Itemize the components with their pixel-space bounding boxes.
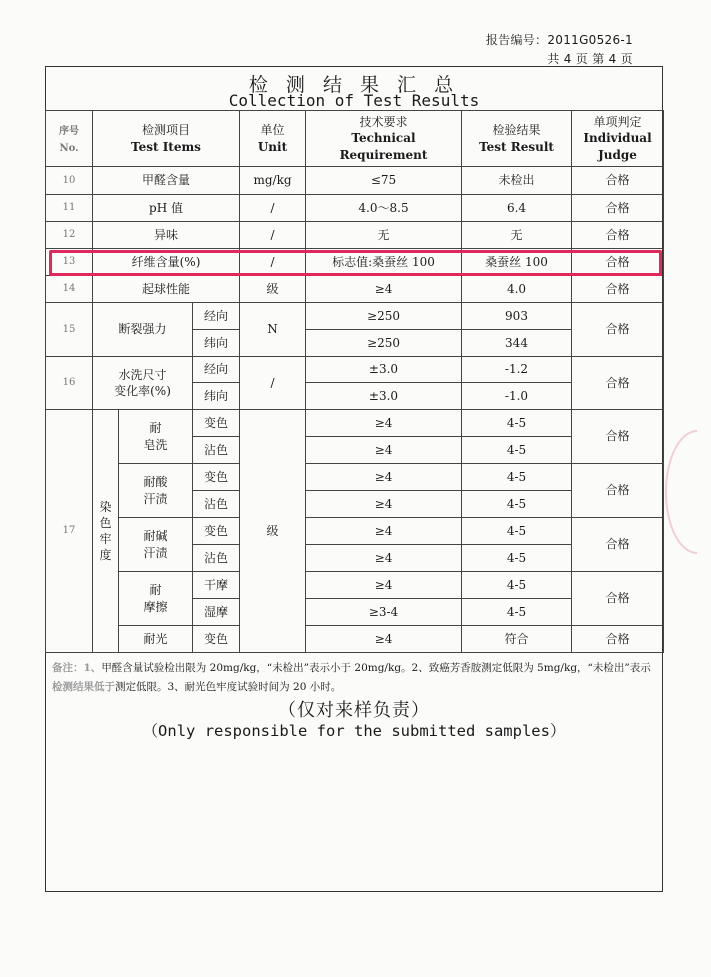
result: 4-5 <box>462 572 572 599</box>
judge: 合格 <box>572 249 664 276</box>
table-row <box>46 464 664 491</box>
table-row <box>46 195 664 222</box>
table-row <box>46 222 664 249</box>
table-row <box>46 572 664 599</box>
sub-item: 沾色 <box>193 545 240 572</box>
test-group-label: 染 色 牢 度 <box>93 410 119 653</box>
judge: 合格 <box>572 572 664 626</box>
result: 4-5 <box>462 518 572 545</box>
requirement: 标志值:桑蚕丝 100 <box>306 249 462 276</box>
requirement: ≥250 <box>306 330 462 357</box>
result: 4-5 <box>462 545 572 572</box>
table-row <box>46 518 664 545</box>
test-item: 耐酸 汗渍 <box>119 464 193 518</box>
judge: 合格 <box>572 626 664 653</box>
row-number: 10 <box>46 167 93 195</box>
result: 未检出 <box>462 167 572 195</box>
test-item: 耐光 <box>119 626 193 653</box>
sub-item: 经向 <box>193 357 240 383</box>
result: 4-5 <box>462 491 572 518</box>
unit: / <box>240 222 306 249</box>
sub-item: 沾色 <box>193 437 240 464</box>
row-number: 17 <box>46 410 93 653</box>
result: 6.4 <box>462 195 572 222</box>
disclaimer-cn: （仅对来样负责） <box>278 700 430 721</box>
judge: 合格 <box>572 518 664 572</box>
test-item: 耐 皂洗 <box>119 410 193 464</box>
report-number: 报告编号：2011G0526-1 <box>485 33 633 47</box>
unit: / <box>240 249 306 276</box>
results-table <box>45 110 664 653</box>
judge: 合格 <box>572 276 664 303</box>
judge: 合格 <box>572 303 664 357</box>
page-info: 共 4 页 第 4 页 <box>547 52 633 66</box>
table-row <box>46 626 664 653</box>
sub-item: 变色 <box>193 518 240 545</box>
sub-item: 经向 <box>193 303 240 330</box>
sub-item: 纬向 <box>193 383 240 410</box>
test-item: 水洗尺寸 变化率(%) <box>93 357 193 410</box>
requirement: ≥4 <box>306 410 462 437</box>
result: -1.2 <box>462 357 572 383</box>
requirement: ≥250 <box>306 303 462 330</box>
col-requirement: 技术要求 Technical Requirement <box>306 111 462 167</box>
disclaimer-en: （Only responsible for the submitted samples） <box>142 722 566 740</box>
unit: / <box>240 357 306 410</box>
result: 4-5 <box>462 437 572 464</box>
row-number: 12 <box>46 222 93 249</box>
result: 符合 <box>462 626 572 653</box>
test-item: 耐碱 汗渍 <box>119 518 193 572</box>
requirement: ±3.0 <box>306 383 462 410</box>
col-unit: 单位 Unit <box>240 111 306 167</box>
result: 桑蚕丝 100 <box>462 249 572 276</box>
requirement: ≥4 <box>306 491 462 518</box>
test-item: 起球性能 <box>93 276 240 303</box>
judge: 合格 <box>572 464 664 518</box>
row-number: 16 <box>46 357 93 410</box>
row-number: 11 <box>46 195 93 222</box>
test-item: pH 值 <box>93 195 240 222</box>
table-row <box>46 410 664 437</box>
unit: / <box>240 195 306 222</box>
result: 无 <box>462 222 572 249</box>
col-item: 检测项目 Test Items <box>93 111 240 167</box>
judge: 合格 <box>572 410 664 464</box>
judge: 合格 <box>572 195 664 222</box>
note-line-1: 备注：1、甲醛含量试验检出限为 20mg/kg，“未检出”表示小于 20mg/kg。2、致癌芳香胺测定低限为 5mg/kg，“未检出”表示 <box>52 662 651 674</box>
sub-item: 沾色 <box>193 491 240 518</box>
requirement: ±3.0 <box>306 357 462 383</box>
header-row <box>46 111 664 167</box>
unit: mg/kg <box>240 167 306 195</box>
requirement: ≥4 <box>306 518 462 545</box>
requirement: ≥4 <box>306 464 462 491</box>
judge: 合格 <box>572 357 664 410</box>
stamp-edge <box>665 430 711 554</box>
result: -1.0 <box>462 383 572 410</box>
note-line-2: 检测结果低于测定低限。3、耐光色牢度试验时间为 20 小时。 <box>52 681 342 693</box>
test-item: 异味 <box>93 222 240 249</box>
result: 4-5 <box>462 599 572 626</box>
notes <box>52 659 658 697</box>
row-number: 13 <box>46 249 93 276</box>
requirement: ≤75 <box>306 167 462 195</box>
judge: 合格 <box>572 222 664 249</box>
sub-item: 变色 <box>193 410 240 437</box>
judge: 合格 <box>572 167 664 195</box>
requirement: ≥4 <box>306 276 462 303</box>
row-number: 14 <box>46 276 93 303</box>
requirement: 4.0～8.5 <box>306 195 462 222</box>
result: 903 <box>462 303 572 330</box>
test-item: 纤维含量(%) <box>93 249 240 276</box>
sub-item: 变色 <box>193 626 240 653</box>
requirement: 无 <box>306 222 462 249</box>
test-item: 甲醛含量 <box>93 167 240 195</box>
table-row <box>46 276 664 303</box>
col-judge: 单项判定 Individual Judge <box>572 111 664 167</box>
page-title-cn: 检 测 结 果 汇 总 <box>248 74 460 96</box>
test-item: 耐 摩擦 <box>119 572 193 626</box>
result: 344 <box>462 330 572 357</box>
table-row <box>46 357 664 383</box>
sub-item: 纬向 <box>193 330 240 357</box>
unit: 级 <box>240 276 306 303</box>
test-item: 断裂强力 <box>93 303 193 357</box>
page-title-en: Collection of Test Results <box>228 91 480 110</box>
result: 4-5 <box>462 410 572 437</box>
col-no: 序号 No. <box>46 111 93 167</box>
requirement: ≥4 <box>306 572 462 599</box>
requirement: ≥4 <box>306 545 462 572</box>
table-row <box>46 303 664 330</box>
result: 4.0 <box>462 276 572 303</box>
unit: 级 <box>240 410 306 653</box>
requirement: ≥4 <box>306 437 462 464</box>
result: 4-5 <box>462 464 572 491</box>
row-number: 15 <box>46 303 93 357</box>
sub-item: 干摩 <box>193 572 240 599</box>
unit: N <box>240 303 306 357</box>
requirement: ≥3-4 <box>306 599 462 626</box>
requirement: ≥4 <box>306 626 462 653</box>
table-row-highlighted <box>46 249 664 276</box>
table-row <box>46 167 664 195</box>
col-result: 检验结果 Test Result <box>462 111 572 167</box>
sub-item: 湿摩 <box>193 599 240 626</box>
sub-item: 变色 <box>193 464 240 491</box>
